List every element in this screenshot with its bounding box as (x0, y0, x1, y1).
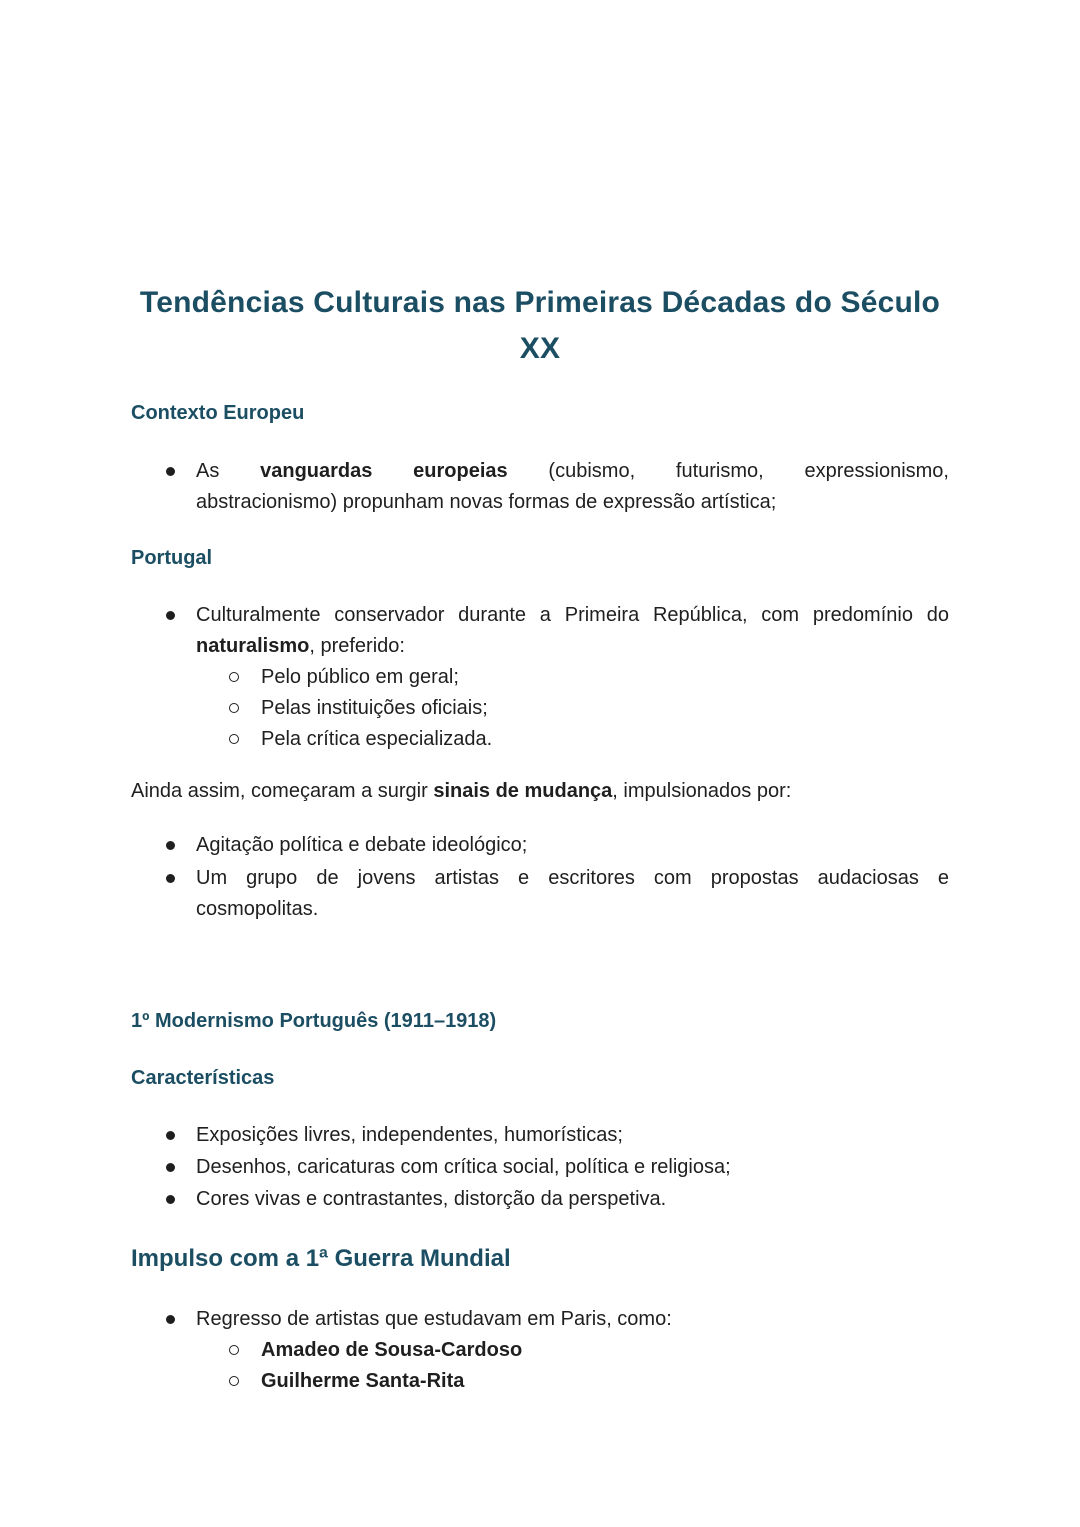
bullet-icon (166, 467, 175, 476)
bold-text: vanguardas europeias (260, 460, 508, 482)
list-caracteristicas (131, 1120, 949, 1215)
list-item-line: Culturalmente conservador durante a Primeira República, com predomínio do (196, 604, 949, 626)
heading-contexto-europeu: Contexto Europeu (131, 402, 305, 424)
bullet-icon (166, 1131, 175, 1140)
list-contexto-europeu (131, 456, 949, 518)
list-item (131, 830, 949, 861)
bold-text: naturalismo (196, 635, 310, 657)
bullet-icon (166, 841, 175, 850)
heading-portugal: Portugal (131, 547, 213, 569)
list-item-line: abstracionismo) propunham novas formas de expressão artística; (196, 491, 777, 513)
text: Desenhos, caricaturas com crítica social, política e religiosa; (196, 1156, 731, 1178)
list-item-line: Um grupo de jovens artistas e escritores com propostas audaciosas e (196, 867, 949, 889)
paragraph (131, 776, 949, 807)
sub-list-item (196, 1335, 949, 1366)
text: , preferido: (309, 635, 405, 657)
list-item (131, 863, 949, 925)
sub-list-item (196, 1366, 949, 1397)
sub-list-item (196, 662, 949, 693)
heading-impulso: Impulso com a 1ª Guerra Mundial (131, 1245, 511, 1272)
bullet-icon (166, 1315, 175, 1324)
list-item-line (196, 631, 949, 662)
heading-modernismo: 1º Modernismo Português (1911–1918) (131, 1010, 497, 1032)
list-item (131, 1184, 949, 1215)
list-item (131, 1152, 949, 1183)
bold-text: Guilherme Santa-Rita (261, 1370, 465, 1392)
list-portugal (131, 600, 949, 755)
list-mudanca (131, 830, 949, 925)
text: Cores vivas e contrastantes, distorção da perspetiva. (196, 1188, 667, 1210)
bullet-icon (166, 874, 175, 883)
list-impulso (131, 1304, 949, 1397)
heading-caracteristicas: Características (131, 1067, 275, 1089)
text: , impulsionados por: (612, 780, 792, 802)
bullet-icon (166, 1195, 175, 1204)
text: Pelo público em geral; (261, 666, 459, 688)
circle-bullet-icon (229, 1376, 239, 1386)
text: Pela crítica especializada. (261, 728, 493, 750)
list-item-line: Regresso de artistas que estudavam em Paris, como: (196, 1308, 672, 1330)
bold-text: Amadeo de Sousa-Cardoso (261, 1339, 523, 1361)
list-item-line (196, 456, 949, 487)
list-item (131, 600, 949, 755)
sub-list-item (196, 724, 949, 755)
bullet-icon (166, 611, 175, 620)
text: (cubismo, futurismo, expressionismo, (507, 460, 949, 482)
sub-list (196, 662, 949, 755)
list-item (131, 456, 949, 518)
text: As (196, 460, 261, 482)
sub-list (196, 1335, 949, 1397)
text: Ainda assim, começaram a surgir (131, 780, 434, 802)
text: Pelas instituições oficiais; (261, 697, 488, 719)
list-item-line: cosmopolitas. (196, 898, 319, 920)
circle-bullet-icon (229, 703, 239, 713)
list-item-line: Agitação política e debate ideológico; (196, 834, 528, 856)
list-item (131, 1304, 949, 1397)
circle-bullet-icon (229, 672, 239, 682)
bullet-icon (166, 1163, 175, 1172)
bold-text: sinais de mudança (433, 780, 613, 802)
page-title: Tendências Culturais nas Primeiras Décadas do Século XX (139, 286, 941, 365)
list-item (131, 1120, 949, 1151)
circle-bullet-icon (229, 734, 239, 744)
text: Exposições livres, independentes, humorísticas; (196, 1124, 623, 1146)
circle-bullet-icon (229, 1345, 239, 1355)
sub-list-item (196, 693, 949, 724)
